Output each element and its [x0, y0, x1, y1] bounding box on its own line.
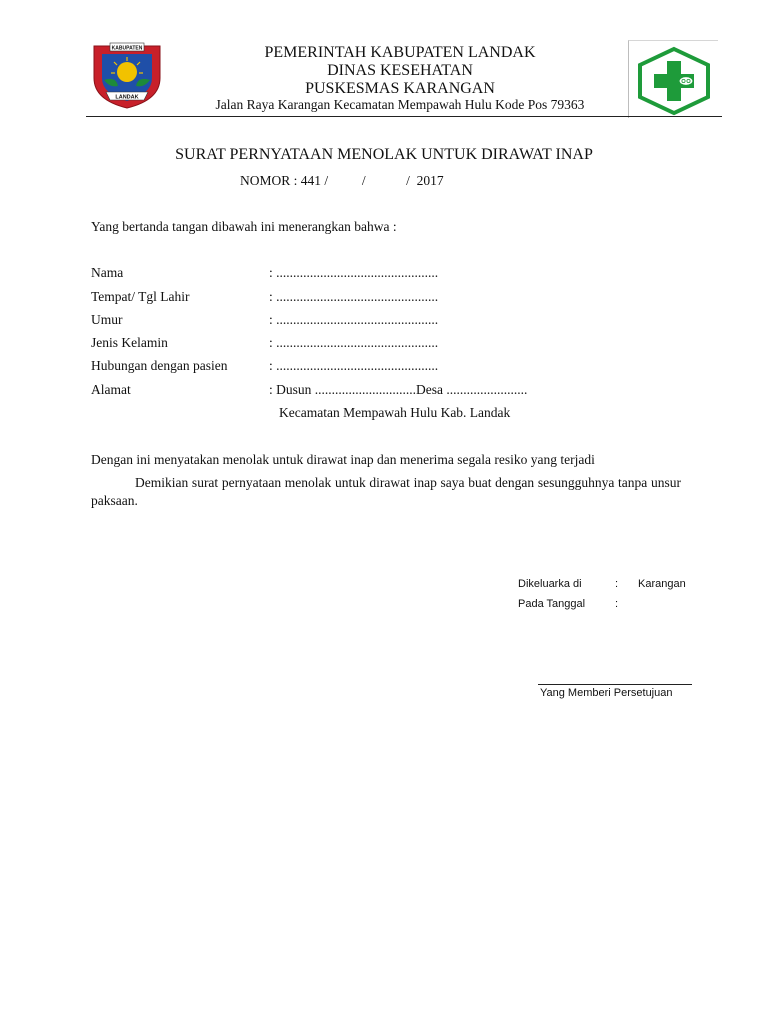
logo-bottom-text: LANDAK: [115, 94, 139, 101]
header-puskesmas: PUSKESMAS KARANGAN: [305, 80, 495, 97]
logo-top-text: KABUPATEN: [111, 45, 143, 52]
statement-text: Dengan ini menyatakan menolak untuk dirawat inap dan menerima segala resiko yang terjadi: [91, 452, 595, 467]
field-label-alamat: Alamat: [91, 382, 131, 397]
field-value-jenis-kelamin: : ................................................: [269, 335, 439, 350]
issued-date-colon: :: [615, 598, 619, 610]
kabupaten-landak-logo: [88, 40, 166, 110]
field-value-hubungan: : ................................................: [269, 358, 439, 373]
issued-place-colon: :: [615, 578, 619, 590]
closing-paragraph: Demikian surat pernyataan menolak untuk dirawat inap saya buat dengan sesungguhnya tanpa unsur paksaan.: [91, 475, 681, 508]
signer-label: Yang Memberi Persetujuan: [540, 687, 673, 699]
field-value-umur: : ................................................: [269, 312, 439, 327]
signature-line: [538, 684, 692, 685]
header-address: Jalan Raya Karangan Kecamatan Mempawah Hulu Kode Pos 79363: [215, 97, 585, 112]
field-label-jenis-kelamin: Jenis Kelamin: [91, 335, 168, 350]
address-continuation: Kecamatan Mempawah Hulu Kab. Landak: [279, 405, 511, 420]
intro-text: Yang bertanda tangan dibawah ini menerangkan bahwa :: [91, 219, 397, 234]
field-label-tempat-tgl-lahir: Tempat/ Tgl Lahir: [91, 289, 190, 304]
issued-place-value: Karangan: [638, 578, 686, 590]
header-government: PEMERINTAH KABUPATEN LANDAK: [264, 44, 536, 61]
document-title: SURAT PERNYATAAN MENOLAK UNTUK DIRAWAT INAP: [175, 146, 593, 163]
field-label-nama: Nama: [91, 265, 124, 280]
kabupaten-landak-emblem-icon: [88, 40, 166, 110]
field-value-nama: : ................................................: [269, 265, 439, 280]
puskesmas-logo: [628, 40, 718, 118]
issued-place-label: Dikeluarka di: [518, 578, 582, 590]
puskesmas-cross-icon: [629, 41, 719, 119]
field-label-hubungan: Hubungan dengan pasien: [91, 358, 228, 373]
field-value-tempat-tgl-lahir: : ................................................: [269, 289, 439, 304]
field-label-umur: Umur: [91, 312, 123, 327]
issued-date-label: Pada Tanggal: [518, 598, 586, 610]
field-value-alamat: : Dusun ..............................Desa ........................: [269, 382, 528, 397]
document-number: NOMOR : 441 / / / 2017: [240, 173, 444, 188]
header-divider: [86, 116, 722, 117]
header-department: DINAS KESEHATAN: [327, 62, 473, 79]
